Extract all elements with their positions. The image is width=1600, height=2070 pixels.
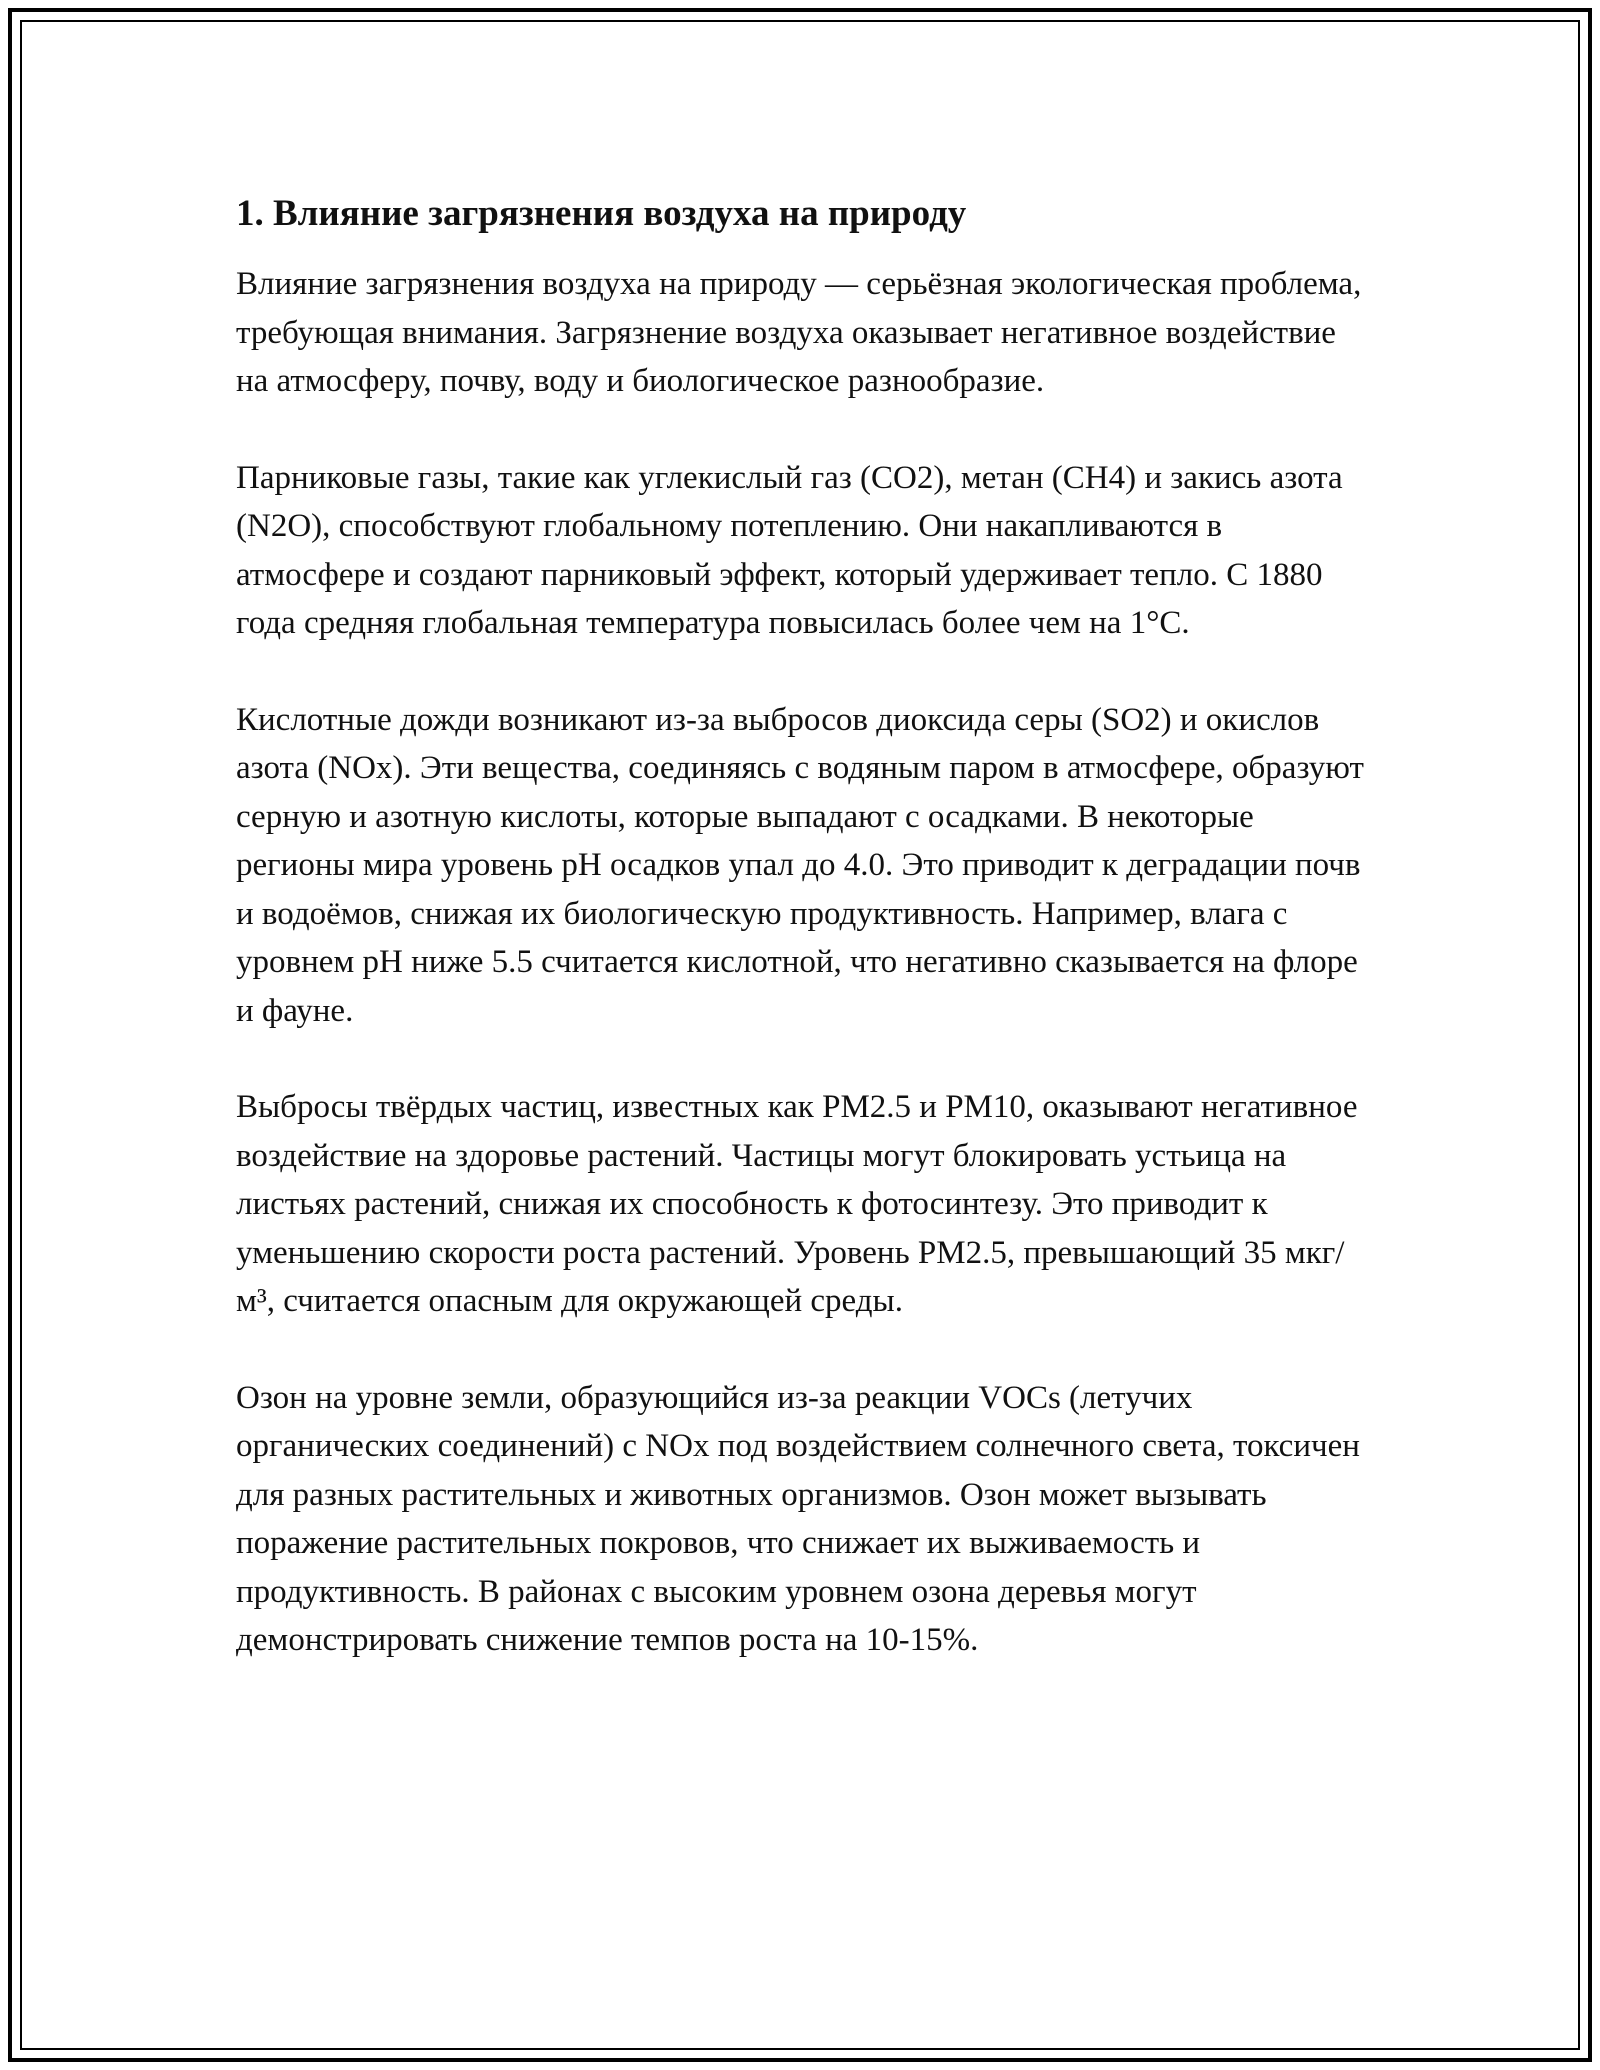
paragraph-intro: Влияние загрязнения воздуха на природу — серьёзная экологическая проблема, требующая внимания. Загрязнение воздуха оказывает негативное воздействие на атмосферу, почву, воду и биологическое разнообразие.	[236, 266, 1362, 399]
section-heading: 1. Влияние загрязнения воздуха на природу	[236, 193, 967, 234]
paragraph-particulate-matter: Выбросы твёрдых частиц, известных как PM2.5 и PM10, оказывают негативное воздействие на здоровье растений. Частицы могут блокировать устьица на листьях растений, снижая их способность к фотосинтезу. Это приводит к уменьшению скорости роста растений. Уровень PM2.5, превышающий 35 мкг/м³, считается опасным для окружающей среды.	[236, 1089, 1358, 1319]
paragraph-greenhouse-gases: Парниковые газы, такие как углекислый газ (CO2), метан (CH4) и закись азота (N2O), способствуют глобальному потеплению. Они накапливаются в атмосфере и создают парниковый эффект, который удерживает тепло. С 1880 года средняя глобальная температура повысилась более чем на 1°C.	[236, 459, 1343, 641]
paragraph-ground-ozone: Озон на уровне земли, образующийся из-за реакции VOCs (летучих органических соединений) с NOx под воздействием солнечного света, токсичен для разных растительных и животных организмов. Озон может вызывать поражение растительных покровов, что снижает их выживаемость и продуктивность. В районах с высоким уровнем озона деревья могут демонстрировать снижение темпов роста на 10-15%.	[236, 1379, 1360, 1658]
document-body	[236, 180, 1376, 1665]
paragraph-acid-rain: Кислотные дожди возникают из-за выбросов диоксида серы (SO2) и окислов азота (NOx). Эти вещества, соединяясь с водяным паром в атмосфере, образуют серную и азотную кислоты, которые выпадают с осадками. В некоторые регионы мира уровень pH осадков упал до 4.0. Это приводит к деградации почв и водоёмов, снижая их биологическую продуктивность. Например, влага с уровнем pH ниже 5.5 считается кислотной, что негативно сказывается на флоре и фауне.	[236, 701, 1364, 1029]
